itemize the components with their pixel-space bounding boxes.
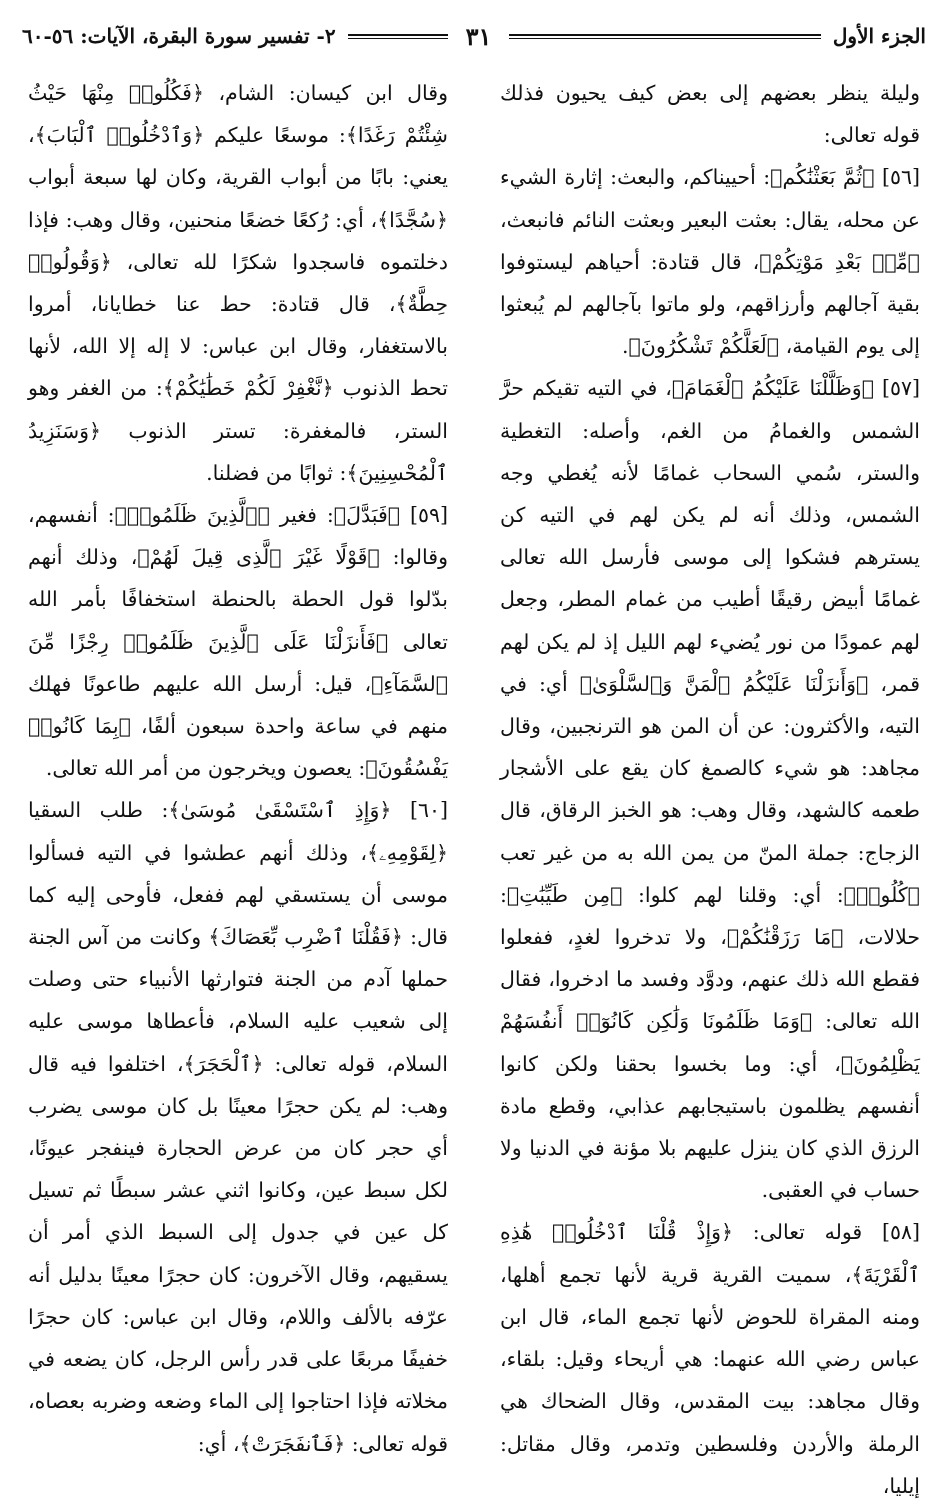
paragraph-verse-56: [٥٦] ﴿ثُمَّ بَعَثْنَٰكُم﴾: أحييناكم، والبعث: إثارة الشيء عن محله، يقال: بعثت البعير وبعثت النائم فانبعث، ﴿مِّنۢ بَعْدِ مَوْتِكُمْ﴾، قال قتادة: أحياهم ليستوفوا بقية آجالهم وأرزاقهم، ولو ماتوا بآجالهم لم يُبعثوا إلى يوم القيامة، ﴿لَعَلَّكُمْ تَشْكُرُونَ﴾.	[500, 165, 920, 359]
paragraph-verse-58: [٥٨] قوله تعالى: ﴿وَإِذْ قُلْنَا ٱدْخُلُوا۟ هَٰذِهِ ٱلْقَرْيَةَ﴾، سميت القرية قرية لأنها تجمع أهلها، ومنه المقراة للحوض لأنها تجمع الماء، قال ابن عباس رضي الله عنهما: هي أريحاء وقيل: بلقاء، وقال مجاهد: بيت المقدس، وقال الضحاك هي الرملة والأردن وفلسطين وتدمر، وقال مقاتل: إيليا،	[500, 1220, 920, 1498]
header-rule-left	[348, 34, 448, 39]
paragraph-verse-57: [٥٧] ﴿وَظَلَّلْنَا عَلَيْكُمُ ٱلْغَمَامَ﴾، في التيه تقيكم حرَّ الشمس والغمامُ من الغم، وأصله: التغطية والستر، سُمي السحاب غمامًا لأنه يُغطي وجه الشمس، وذلك أنه لم يكن لهم في التيه كن يسترهم فشكوا إلى موسى فأرسل الله تعالى غمامًا أبيض رقيقًا أطيب من غمام المطر، وجعل لهم عمودًا من نور يُضيء لهم الليل إذ لم يكن لهم قمر، ﴿وَأَنزَلْنَا عَلَيْكُمُ ٱلْمَنَّ وَٱلسَّلْوَىٰ﴾ أي: في التيه، والأكثرون: عن أن المن هو الترنجبين، وقال مجاهد: هو شيء كالصمغ كان يقع على الأشجار طعمه كالشهد، وقال وهب: هو الخبز الرقاق، قال الزجاج: جملة المنّ من يمن الله به من غير تعب ﴿كُلُوا۟﴾: أي: وقلنا لهم كلوا: ﴿مِن طَيِّبَٰتِ﴾: حلالات، ﴿مَا رَزَقْنَٰكُمْ﴾، ولا تدخروا لغدٍ، ففعلوا فقطع الله ذلك عنهم، ودوَّد وفسد ما ادخروا، فقال الله تعالى: ﴿وَمَا ظَلَمُونَا وَلَٰكِن كَانُوٓا۟ أَنفُسَهُمْ يَظْلِمُونَ﴾، أي: وما بخسوا بحقنا ولكن كانوا أنفسهم يظلمون باستيجابهم عذابي، وقطع مادة الرزق الذي كان ينزل عليهم بلا مؤنة في الدنيا ولا حساب في العقبى.	[500, 376, 920, 1203]
left-column	[28, 72, 448, 1456]
paragraph: وليلة ينظر بعضهم إلى بعض كيف يحيون فذلك قوله تعالى:	[500, 81, 920, 148]
running-header	[22, 18, 926, 54]
page-number: ٣١	[465, 21, 492, 51]
paragraph-verse-60: [٦٠] ﴿وَإِذِ ٱسْتَسْقَىٰ مُوسَىٰ﴾: طلب السقيا ﴿لِقَوْمِهِۦ﴾، وذلك أنهم عطشوا في التيه فسألوا موسى أن يستسقي لهم ففعل، فأوحى إليه كما قال: ﴿فَقُلْنَا ٱضْرِب بِّعَصَاكَ﴾ وكانت من آس الجنة حملها آدم من الجنة فتوارثها الأنبياء حتى وصلت إلى شعيب عليه السلام، فأعطاها موسى عليه السلام، قوله تعالى: ﴿ٱلْحَجَرَ﴾، اختلفوا فيه قال وهب: لم يكن حجرًا معينًا بل كان موسى يضرب أي حجر كان من عرض الحجارة فينفجر عيونًا، لكل سبط عين، وكانوا اثني عشر سبطًا ثم تسيل كل عين في جدول إلى السبط الذي أمر أن يسقيهم، وقال الآخرون: كان حجرًا معينًا بدليل أنه عرّفه بالألف واللام، وقال ابن عباس: كان حجرًا خفيفًا مربعًا على قدر رأس الرجل، كان يضعه في مخلاته فإذا احتاجوا إلى الماء وضعه وضربه بعصاه، قوله تعالى: ﴿فَٱنفَجَرَتْ﴾، أي:	[28, 798, 448, 1456]
part-label: الجزء الأول	[832, 24, 926, 48]
header-rule-right	[509, 34, 821, 39]
paragraph: وقال ابن كيسان: الشام، ﴿فَكُلُوا۟ مِنْهَا حَيْثُ شِئْتُمْ رَغَدًا﴾: موسعًا عليكم ﴿وَٱدْخُلُوا۟ ٱلْبَابَ﴾، يعني: بابًا من أبواب القرية، وكان لها سبعة أبواب ﴿سُجَّدًا﴾، أي: رُكعًا خضعًا منحنين، وقال وهب: فإذا دخلتموه فاسجدوا شكرًا لله تعالى، ﴿وَقُولُوا۟ حِطَّةٌ﴾، قال قتادة: حط عنا خطايانا، أمروا بالاستغفار، وقال ابن عباس: لا إله إلا الله، لأنها تحط الذنوب ﴿نَّغْفِرْ لَكُمْ خَطَٰيَٰكُمْ﴾: من الغفر وهو الستر، فالمغفرة: تستر الذنوب ﴿وَسَنَزِيدُ ٱلْمُحْسِنِينَ﴾: ثوابًا من فضلنا.	[28, 81, 448, 485]
paragraph-verse-59: [٥٩] ﴿فَبَدَّلَ﴾: فغير ﴿ٱلَّذِينَ ظَلَمُوا۟﴾: أنفسهم، وقالوا: ﴿قَوْلًا غَيْرَ ٱلَّذِى قِيلَ لَهُمْ﴾، وذلك أنهم بدّلوا قول الحطة بالحنطة استخفافًا بأمر الله تعالى ﴿فَأَنزَلْنَا عَلَى ٱلَّذِينَ ظَلَمُوا۟ رِجْزًا مِّنَ ٱلسَّمَآءِ﴾، قيل: أرسل الله عليهم طاعونًا فهلك منهم في ساعة واحدة سبعون ألفًا، ﴿بِمَا كَانُوا۟ يَفْسُقُونَ﴾: يعصون ويخرجون من أمر الله تعالى.	[28, 503, 448, 781]
right-column	[500, 72, 920, 1498]
section-label: ٢- تفسير سورة البقرة، الآيات: ٥٦-٦٠	[22, 24, 336, 48]
